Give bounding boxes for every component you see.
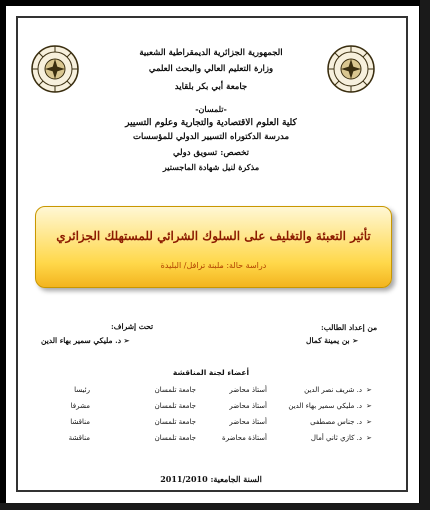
academic-year: السنة الجامعية: 2011/2010 [160,474,262,484]
window-edge-bottom [0,503,430,510]
arrow-bullet-icon: ➢ [123,336,130,345]
student-name: ➢ بن يمينة كمال [306,336,359,345]
city-name: -تلمسان- [195,104,227,114]
case-study-subtitle: دراسة حالة: ملبنة ترافل/ البليدة [160,261,267,270]
university-name: جامعة أبي بكر بلقايد [174,82,248,92]
ministry-heading: وزارة التعليم العالي والبحث العلمي [148,64,274,74]
thesis-title: تأثير التعبئة والتغليف على السلوك الشرائي للمستهلك الجزائري [56,229,371,243]
arrow-bullet-icon: ➢ [366,418,372,426]
arrow-bullet-icon: ➢ [366,386,372,394]
arrow-bullet-icon: ➢ [366,402,372,410]
supervision-label: تحت إشراف: [111,322,154,331]
doctoral-school: مدرسة الدكتوراه التسيير الدولي للمؤسسات [132,132,290,142]
university-seal-icon [30,44,80,94]
table-row: ➢ د. كازي ثاني أمال أستاذة محاضرة جامعة تلمسان مناقشة [68,434,372,442]
window-edge-right [420,0,430,510]
thesis-type: مذكرة لنيل شهادة الماجستير [162,162,260,172]
arrow-bullet-icon: ➢ [366,434,372,442]
table-row: ➢ د. شريف نصر الدين أستاذ محاضر جامعة تلمسان رئيسا [74,386,372,394]
table-row: ➢ د. جناس مصطفى أستاذ محاضر جامعة تلمسان مناقشا [70,418,372,426]
table-row: ➢ د. مليكي سمير بهاء الدين أستاذ محاضر جامعة تلمسان مشرفا [70,402,372,410]
jury-title: أعضاء لجنة المناقشة [172,368,250,377]
prepared-by-label: من إعداد الطالب: [321,323,378,332]
republic-heading: الجمهورية الجزائرية الديمقراطية الشعبية [139,48,283,58]
faculty-name: كلية العلوم الاقتصادية والتجارية وعلوم التسيير [125,118,297,128]
arrow-bullet-icon: ➢ [352,336,359,345]
specialty: تخصص: تسويق دولي [172,148,250,158]
document-page [6,6,419,503]
title-banner [35,206,392,288]
supervisor-name: ➢ د. مليكي سمير بهاء الدين [41,336,130,345]
